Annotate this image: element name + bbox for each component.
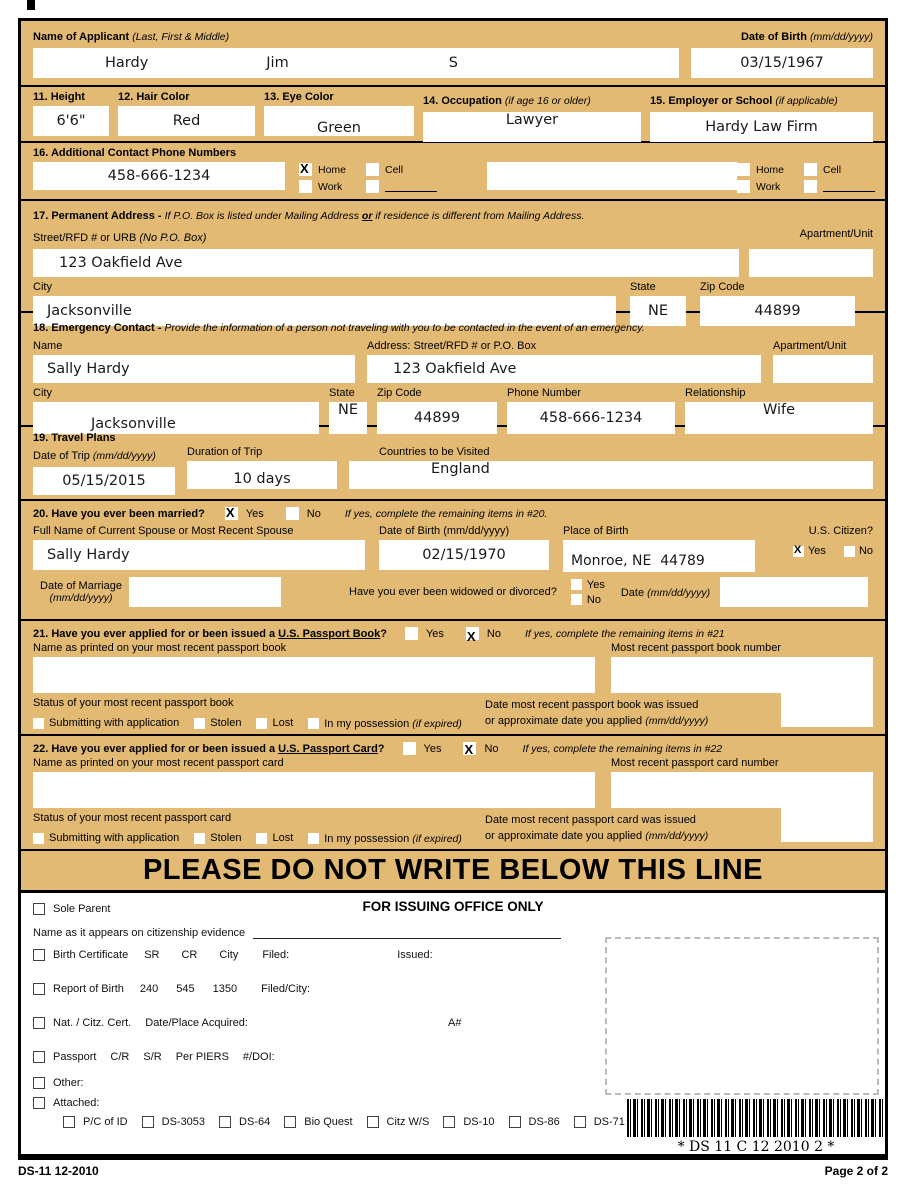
citizen-no-checkbox[interactable] <box>844 546 855 557</box>
phone2-other-checkbox[interactable] <box>804 180 817 193</box>
s22-no-label: No <box>484 742 499 755</box>
pc-of-id-checkbox[interactable] <box>63 1116 75 1128</box>
street-input[interactable] <box>33 249 739 277</box>
applicant-middle-name: S <box>448 55 458 71</box>
spouse-dob-input[interactable] <box>379 540 549 570</box>
phone2-work-checkbox[interactable] <box>737 180 750 193</box>
x-mark: X <box>225 505 235 520</box>
phone1-work-label: Work <box>317 180 343 193</box>
s20-yes-checkbox[interactable] <box>225 507 238 520</box>
s22-possession-checkbox[interactable] <box>308 833 319 844</box>
birth-cert-sr: SR <box>144 949 160 961</box>
attached-label: Attached: <box>53 1097 100 1109</box>
s18-name-label: Name <box>33 340 63 352</box>
passport-doi: #/DOI: <box>242 1051 275 1063</box>
s20-no-checkbox[interactable] <box>286 507 299 520</box>
s21-submitting-label: Submitting with application <box>49 717 180 729</box>
countries-label: Countries to be Visited <box>379 446 490 458</box>
s20-question: 20. Have you ever been married? <box>33 507 205 520</box>
s21-number-label: Most recent passport book number <box>611 642 781 654</box>
s22-name-input[interactable] <box>33 772 595 808</box>
s21-no-label: No <box>486 627 501 640</box>
s21-name-input[interactable] <box>33 657 595 693</box>
trip-duration-value: 10 days <box>233 471 291 487</box>
employer-input[interactable] <box>650 112 873 142</box>
spouse-pob-input[interactable] <box>563 540 755 572</box>
s21-date-issued-line2: or approximate date you applied <box>485 715 646 727</box>
occupation-label: 14. Occupation <box>423 95 505 107</box>
height-value: 6'6" <box>56 113 86 129</box>
spouse-pob-value: Monroe, NE 44789 <box>571 553 705 569</box>
spouse-name-value: Sally Hardy <box>47 547 130 563</box>
name-of-applicant-hint: (Last, First & Middle) <box>132 31 230 43</box>
s20-no-label: No <box>306 507 321 520</box>
s17-note1: If P.O. Box is listed under Mailing Address <box>164 210 362 222</box>
citizenship-evidence-label: Name as it appears on citizenship evidence <box>33 927 246 939</box>
report-1350: 1350 <box>212 983 238 995</box>
passport-checkbox[interactable] <box>33 1051 45 1063</box>
s22-date-issued-hint: (mm/dd/yyyy) <box>645 830 709 842</box>
x-mark: X <box>464 742 474 757</box>
passport-sr: S/R <box>143 1051 162 1063</box>
s22-lost-checkbox[interactable] <box>256 833 267 844</box>
do-not-write-text: PLEASE DO NOT WRITE BELOW THIS LINE <box>142 854 764 886</box>
spouse-name-label: Full Name of Current Spouse or Most Recent Spouse <box>33 525 294 537</box>
widowed-question: Have you ever been widowed or divorced? <box>349 586 557 598</box>
spouse-name-input[interactable] <box>33 540 365 570</box>
employer-value: Hardy Law Firm <box>705 119 818 135</box>
ds3053-label: DS-3053 <box>161 1116 206 1128</box>
widowed-yes-checkbox[interactable] <box>571 579 582 590</box>
sole-parent-checkbox[interactable] <box>33 903 45 915</box>
s22-submitting-checkbox[interactable] <box>33 833 44 844</box>
ds71-checkbox[interactable] <box>574 1116 586 1128</box>
s21-yes-checkbox[interactable] <box>405 627 418 640</box>
phone2-cell-checkbox[interactable] <box>804 163 817 176</box>
s21-lost-checkbox[interactable] <box>256 718 267 729</box>
s22-date-issued-line1: Date most recent passport card was issued <box>485 814 696 826</box>
s21-status-label: Status of your most recent passport book <box>33 697 234 709</box>
ds3053-checkbox[interactable] <box>142 1116 154 1128</box>
birth-cert-cr: CR <box>181 949 198 961</box>
s17-city-value: Jacksonville <box>47 303 132 319</box>
street-label-bold: (No P.O. Box) <box>139 232 207 244</box>
employer-label: 15. Employer or School <box>650 95 776 107</box>
phone2-home-checkbox[interactable] <box>737 163 750 176</box>
s22-question-underline: U.S. Passport Card <box>278 742 378 755</box>
passport-per-piers: Per PIERS <box>175 1051 229 1063</box>
phone1-other-blank[interactable] <box>385 182 437 192</box>
sole-parent-label: Sole Parent <box>53 903 111 915</box>
other-checkbox[interactable] <box>33 1077 45 1089</box>
ds86-label: DS-86 <box>528 1116 560 1128</box>
s22-no-checkbox[interactable] <box>463 742 476 755</box>
issuing-office-title: FOR ISSUING OFFICE ONLY <box>362 899 544 914</box>
report-filed-city: Filed/City: <box>261 983 311 995</box>
x-mark: X <box>299 161 309 176</box>
s17-apt-input[interactable] <box>749 249 873 277</box>
section-17-permanent-address <box>21 201 885 319</box>
s21-possession-hint: (if expired) <box>412 718 462 730</box>
page-footer <box>18 1164 888 1178</box>
widowed-date-input[interactable] <box>720 577 868 607</box>
passport-label: Passport <box>53 1051 97 1063</box>
section-bio <box>21 87 885 143</box>
report-240: 240 <box>139 983 159 995</box>
s17-state-label: State <box>630 281 656 293</box>
s22-possession-label: In my possession <box>324 833 413 845</box>
citizen-yes-label: Yes <box>807 545 826 557</box>
citz-ws-label: Citz W/S <box>386 1116 430 1128</box>
applicant-last-name: Hardy <box>105 55 149 71</box>
phone1-home-checkbox[interactable] <box>299 163 312 176</box>
phone2-input[interactable] <box>487 162 737 190</box>
occupation-input[interactable] <box>423 112 641 142</box>
passport-cr: C/R <box>110 1051 130 1063</box>
office-stamp-box <box>605 937 879 1095</box>
s20-yes-label: Yes <box>245 507 264 520</box>
section-name-dob <box>21 21 885 87</box>
s22-question-prefix: 22. Have you ever applied for or been issued a <box>33 742 279 755</box>
employer-hint: (if applicable) <box>775 95 838 107</box>
ds10-label: DS-10 <box>463 1116 495 1128</box>
s22-date-issued-input[interactable] <box>781 808 873 842</box>
phone1-input[interactable] <box>33 162 285 190</box>
s17-zip-value: 44899 <box>754 303 801 319</box>
street-label: Street/RFD # or URB <box>33 232 140 244</box>
height-label: 11. Height <box>33 91 85 103</box>
birth-cert-issued: Issued: <box>397 949 433 961</box>
s22-yes-checkbox[interactable] <box>403 742 416 755</box>
countries-input[interactable] <box>349 461 873 489</box>
phone1-other-checkbox[interactable] <box>366 180 379 193</box>
barcode-text: * DS 11 C 12 2010 2 * <box>677 1139 835 1155</box>
s21-yes-label: Yes <box>425 627 444 640</box>
section-19-travel-plans <box>21 427 885 501</box>
s22-name-label: Name as printed on your most recent passport card <box>33 757 284 769</box>
dob-value: 03/15/1967 <box>740 55 824 71</box>
ds10-checkbox[interactable] <box>443 1116 455 1128</box>
s18-apt-label: Apartment/Unit <box>773 340 847 352</box>
s18-zip-value: 44899 <box>413 410 461 426</box>
report-of-birth-checkbox[interactable] <box>33 983 45 995</box>
s21-question-suffix: ? <box>380 627 387 640</box>
x-mark: X <box>793 543 802 556</box>
dob-hint: (mm/dd/yyyy) <box>810 31 873 43</box>
s16-title: 16. Additional Contact Phone Numbers <box>33 147 237 159</box>
spouse-pob-label: Place of Birth <box>563 525 629 537</box>
countries-value: England <box>431 461 490 477</box>
nat-citz-acquired: Date/Place Acquired: <box>145 1017 248 1029</box>
ds11-form-page2 <box>18 18 888 1160</box>
s21-note: If yes, complete the remaining items in #21 <box>524 627 725 640</box>
name-of-applicant-label: Name of Applicant <box>33 31 133 43</box>
s18-name-value: Sally Hardy <box>47 361 130 377</box>
citizen-yes-checkbox[interactable] <box>793 543 804 557</box>
s18-title: 18. Emergency Contact - <box>33 322 165 334</box>
s18-note: Provide the information of a person not traveling with you to be contacted in the event of an emergency. <box>164 322 645 334</box>
s19-title: 19. Travel Plans <box>33 432 116 444</box>
s22-stolen-checkbox[interactable] <box>194 833 205 844</box>
attached-checkbox[interactable] <box>33 1097 45 1109</box>
widowed-no-checkbox[interactable] <box>571 594 582 605</box>
section-16-contact-phones <box>21 143 885 201</box>
s18-state-label: State <box>329 387 355 399</box>
marriage-date-hint: (mm/dd/yyyy) <box>49 592 113 604</box>
s22-date-issued-line2: or approximate date you applied <box>485 830 646 842</box>
eye-color-label: 13. Eye Color <box>264 91 334 103</box>
s18-addr-value: 123 Oakfield Ave <box>393 361 517 377</box>
birth-certificate-label: Birth Certificate <box>53 949 129 961</box>
s22-submitting-label: Submitting with application <box>49 832 180 844</box>
nat-citz-cert-label: Nat. / Citz. Cert. <box>53 1017 132 1029</box>
birth-cert-city: City <box>219 949 239 961</box>
dob-label: Date of Birth <box>740 31 810 43</box>
phone1-work-checkbox[interactable] <box>299 180 312 193</box>
do-not-write-banner <box>21 851 885 893</box>
bio-quest-checkbox[interactable] <box>284 1116 296 1128</box>
phone2-work-label: Work <box>756 180 781 193</box>
section-18-emergency-contact <box>21 313 885 432</box>
report-of-birth-label: Report of Birth <box>53 983 124 995</box>
s21-question-underline: U.S. Passport Book <box>278 627 381 640</box>
marriage-date-label: Date of Marriage <box>40 580 122 592</box>
s17-note2: if residence is different from Mailing Address. <box>372 210 585 222</box>
phone2-home-label: Home <box>756 163 785 176</box>
s21-possession-checkbox[interactable] <box>308 718 319 729</box>
ds86-checkbox[interactable] <box>509 1116 521 1128</box>
widowed-date-label: Date <box>620 587 648 599</box>
s20-note: If yes, complete the remaining items in #20. <box>344 507 548 520</box>
occupation-value: Lawyer <box>505 112 559 128</box>
s17-zip-label: Zip Code <box>700 281 745 293</box>
nat-citz-cert-checkbox[interactable] <box>33 1017 45 1029</box>
s21-date-issued-line1: Date most recent passport book was issued <box>485 699 699 711</box>
spouse-dob-label: Date of Birth (mm/dd/yyyy) <box>379 525 510 537</box>
s17-state-value: NE <box>647 303 668 319</box>
phone1-cell-label: Cell <box>384 163 404 176</box>
scan-artifact <box>27 0 35 10</box>
form-number: DS-11 12-2010 <box>18 1164 99 1178</box>
hair-color-label: 12. Hair Color <box>118 91 190 103</box>
s21-name-label: Name as printed on your most recent passport book <box>33 642 287 654</box>
s22-number-label: Most recent passport card number <box>611 757 779 769</box>
applicant-name-input[interactable] <box>33 48 679 78</box>
widowed-date-hint: (mm/dd/yyyy) <box>647 587 711 599</box>
hair-color-value: Red <box>172 113 201 129</box>
s17-note-or: or <box>361 210 373 222</box>
eye-color-input[interactable] <box>264 106 414 136</box>
other-label: Other: <box>53 1077 84 1089</box>
ds64-checkbox[interactable] <box>219 1116 231 1128</box>
s17-apt-label: Apartment/Unit <box>799 228 873 240</box>
s22-status-label: Status of your most recent passport card <box>33 812 232 824</box>
s18-phone-value: 458-666-1234 <box>539 410 643 426</box>
bio-quest-label: Bio Quest <box>304 1116 353 1128</box>
s21-number-input[interactable] <box>611 657 873 693</box>
phone2-other-blank[interactable] <box>823 182 875 192</box>
s18-rel-value: Wife <box>762 402 796 418</box>
s21-stolen-label: Stolen <box>210 717 242 729</box>
s21-date-issued-input[interactable] <box>781 693 873 727</box>
s18-apt-input[interactable] <box>773 355 873 383</box>
s22-question-suffix: ? <box>377 742 385 755</box>
phone1-cell-checkbox[interactable] <box>366 163 379 176</box>
trip-date-value: 05/15/2015 <box>62 473 146 489</box>
nat-citz-a-number: A# <box>447 1017 462 1029</box>
page-number: Page 2 of 2 <box>824 1164 888 1178</box>
applicant-first-name: Jim <box>266 55 289 71</box>
hair-color-input[interactable] <box>118 106 255 136</box>
s21-possession-label: In my possession <box>324 718 413 730</box>
occupation-hint: (if age 16 or older) <box>504 95 591 107</box>
ds64-label: DS-64 <box>239 1116 271 1128</box>
s21-no-checkbox[interactable] <box>466 627 479 644</box>
s22-stolen-label: Stolen <box>210 832 242 844</box>
section-21-passport-book <box>21 621 885 736</box>
citizenship-evidence-blank[interactable] <box>253 927 561 939</box>
s22-lost-label: Lost <box>272 832 294 844</box>
s18-phone-label: Phone Number <box>507 387 581 399</box>
s17-city-label: City <box>33 281 52 293</box>
report-545: 545 <box>176 983 195 995</box>
s21-question-prefix: 21. Have you ever applied for or been issued a <box>33 627 279 640</box>
s22-number-input[interactable] <box>611 772 873 808</box>
s21-lost-label: Lost <box>272 717 294 729</box>
trip-date-hint: (mm/dd/yyyy) <box>92 450 156 462</box>
s18-addr-label: Address: Street/RFD # or P.O. Box <box>367 340 537 352</box>
pc-of-id-label: P/C of ID <box>83 1116 128 1128</box>
ds71-label: DS-71 <box>593 1116 625 1128</box>
s18-addr-input[interactable] <box>367 355 761 383</box>
widowed-yes-label: Yes <box>586 578 605 591</box>
birth-cert-filed: Filed: <box>262 949 290 961</box>
section-22-passport-card <box>21 736 885 851</box>
marriage-date-input[interactable] <box>129 577 281 607</box>
s18-city-value: Jacksonville <box>91 416 176 432</box>
s22-yes-label: Yes <box>423 742 442 755</box>
phone2-cell-label: Cell <box>823 163 842 176</box>
eye-color-value: Green <box>317 120 361 136</box>
s21-date-issued-hint: (mm/dd/yyyy) <box>645 715 709 727</box>
x-mark: X <box>466 629 476 644</box>
phone1-home-label: Home <box>317 163 346 176</box>
s22-possession-hint: (if expired) <box>412 833 462 845</box>
s17-title: 17. Permanent Address - <box>33 210 165 222</box>
s18-name-input[interactable] <box>33 355 355 383</box>
citizen-no-label: No <box>858 545 873 557</box>
trip-date-input[interactable] <box>33 467 175 495</box>
phone1-value: 458-666-1234 <box>107 168 211 184</box>
s21-submitting-checkbox[interactable] <box>33 718 44 729</box>
s18-rel-label: Relationship <box>685 387 746 399</box>
issuing-office-section <box>21 893 885 1157</box>
widowed-no-label: No <box>586 593 601 606</box>
street-value: 123 Oakfield Ave <box>59 255 183 271</box>
s22-note: If yes, complete the remaining items in #22 <box>522 742 723 755</box>
trip-date-label: Date of Trip <box>33 450 93 462</box>
s18-city-label: City <box>33 387 52 399</box>
barcode <box>627 1099 885 1137</box>
birth-certificate-checkbox[interactable] <box>33 949 45 961</box>
section-20-married <box>21 501 885 621</box>
trip-duration-input[interactable] <box>187 461 337 489</box>
s21-stolen-checkbox[interactable] <box>194 718 205 729</box>
dob-input[interactable] <box>691 48 873 78</box>
spouse-dob-value: 02/15/1970 <box>422 547 506 563</box>
s18-state-value: NE <box>337 402 358 418</box>
citz-ws-checkbox[interactable] <box>367 1116 379 1128</box>
citizen-label: U.S. Citizen? <box>808 525 873 537</box>
s18-zip-label: Zip Code <box>377 387 422 399</box>
height-input[interactable] <box>33 106 109 136</box>
trip-duration-label: Duration of Trip <box>187 446 263 458</box>
